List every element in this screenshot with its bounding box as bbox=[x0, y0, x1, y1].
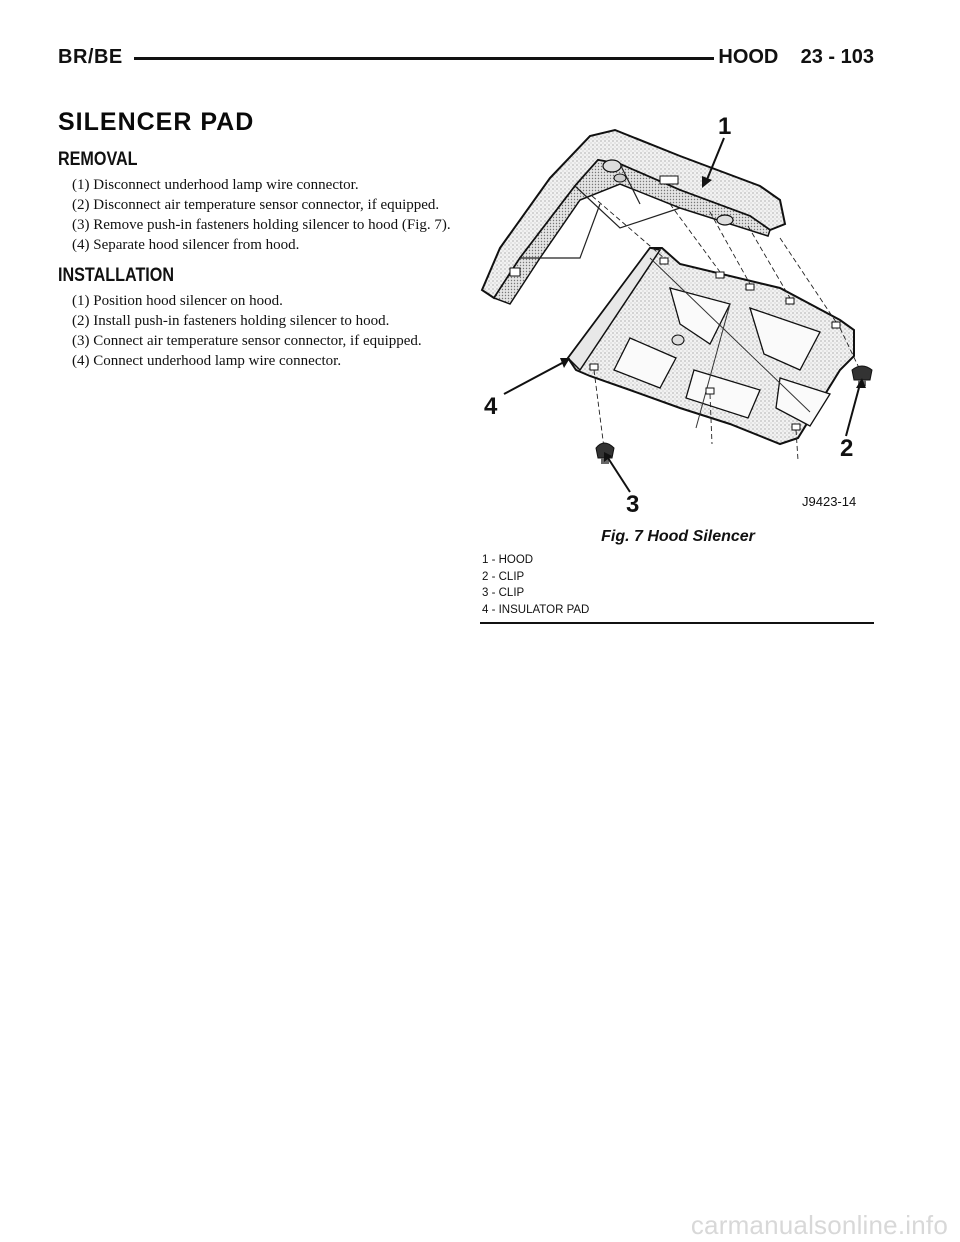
removal-step: (3) Remove push-in fasteners holding silencer to hood (Fig. 7). bbox=[72, 217, 451, 233]
legend-item: 3 - CLIP bbox=[482, 587, 525, 599]
installation-step: (2) Install push-in fasteners holding silencer to hood. bbox=[72, 313, 390, 329]
callout-2: 2 bbox=[840, 435, 854, 462]
header-model: BR/BE bbox=[58, 46, 123, 68]
figure-code: J9423-14 bbox=[802, 494, 857, 509]
removal-step: (2) Disconnect air temperature sensor connector, if equipped. bbox=[72, 197, 440, 213]
page-header bbox=[58, 46, 874, 70]
callout-4: 4 bbox=[484, 393, 498, 420]
text-column bbox=[58, 104, 456, 371]
hood-silencer-illustration bbox=[480, 108, 876, 524]
callout-1: 1 bbox=[718, 113, 732, 140]
installation-step: (1) Position hood silencer on hood. bbox=[72, 293, 283, 309]
removal-heading: REMOVAL bbox=[58, 149, 138, 170]
header-rule bbox=[134, 57, 714, 60]
legend-item: 4 - INSULATOR PAD bbox=[482, 603, 590, 616]
figure-caption: Fig. 7 Hood Silencer bbox=[601, 528, 755, 545]
figure-legend bbox=[482, 552, 872, 618]
removal-step: (4) Separate hood silencer from hood. bbox=[72, 237, 300, 253]
header-section: HOOD 23 - 103 bbox=[718, 46, 874, 68]
installation-heading: INSTALLATION bbox=[58, 265, 175, 286]
legend-item: 1 - HOOD bbox=[482, 554, 534, 566]
legend-rule bbox=[480, 622, 874, 624]
removal-step: (1) Disconnect underhood lamp wire connector. bbox=[72, 177, 359, 193]
installation-step: (4) Connect underhood lamp wire connector. bbox=[72, 353, 342, 369]
legend-item: 2 - CLIP bbox=[482, 570, 525, 583]
installation-step: (3) Connect air temperature sensor connector, if equipped. bbox=[72, 333, 422, 349]
page-title: SILENCER PAD bbox=[58, 108, 255, 136]
site-watermark: carmanualsonline.info bbox=[690, 1210, 948, 1240]
callout-3: 3 bbox=[626, 491, 640, 518]
